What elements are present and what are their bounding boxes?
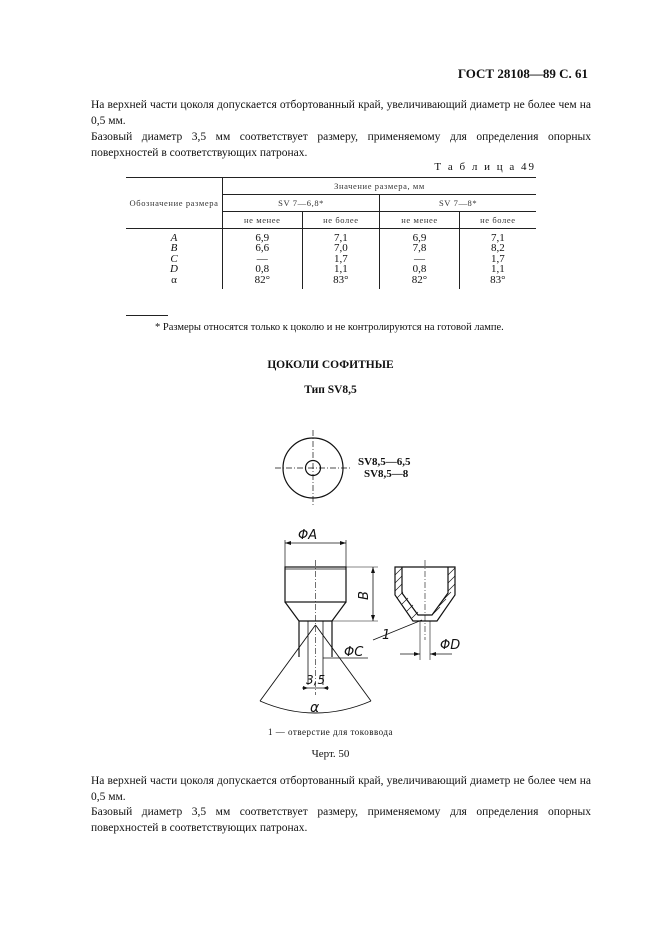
footnote-divider (126, 315, 168, 316)
figure-number: Черт. 50 (311, 748, 350, 760)
table-row: B 6,6 7,0 7,8 8,2 (126, 243, 536, 254)
dim-c-label: ΦC (344, 645, 364, 660)
drawing-sv85 (240, 425, 470, 725)
figure-legend: 1 — отверстие для токоввода (268, 727, 393, 737)
dim-b-label: B (357, 591, 372, 600)
paragraph-base-diameter-text: Базовый диаметр 3,5 мм соответствует размеру, применяемому для определения опорных поверхностей в соответствующих патронах. (91, 131, 591, 159)
callout-1-label: 1 (382, 628, 391, 643)
table-row: C — 1,7 — 1,7 (126, 254, 536, 265)
paragraph-flange-text: На верхней части цоколя допускается отбортованный край, увеличивающий диаметр не более чем на 0,5 мм. (91, 99, 591, 127)
table-row: α 82° 83° 82° 83° (126, 275, 536, 286)
header-min-1: не менее (223, 212, 303, 229)
dim-alpha-label: α (310, 700, 320, 716)
paragraph-base-diameter-2-text: Базовый диаметр 3,5 мм соответствует размеру, применяемому для определения опорных поверхностей в соответствующих патронах. (91, 806, 591, 834)
dim-a-label: ΦA (298, 528, 318, 543)
dim-35-label: 3,5 (306, 673, 326, 687)
paragraph-base-diameter (91, 129, 591, 161)
subsection-title: Тип SV8,5 (304, 384, 357, 396)
paragraph-flange-2 (91, 773, 591, 805)
side-view (260, 540, 378, 713)
dimensions-table (126, 177, 536, 289)
dim-d-label: ΦD (440, 638, 461, 653)
header-max-1: не более (302, 212, 380, 229)
header-values: Значение размера, мм (223, 178, 537, 195)
header-group-2: SV 7—8* (380, 195, 536, 212)
page-header: ГОСТ 28108—89 С. 61 (457, 66, 588, 81)
footnote: * Размеры относятся только к цоколю и не контролируются на готовой лампе. (155, 322, 504, 333)
type-label-1: SV8,5—6,5 (358, 456, 411, 468)
header-designation: Обозначение размера (126, 178, 223, 229)
paragraph-base-diameter-2 (91, 804, 591, 836)
header-min-2: не менее (380, 212, 460, 229)
table-row: D 0,8 1,1 0,8 1,1 (126, 264, 536, 275)
section-title: ЦОКОЛИ СОФИТНЫЕ (267, 359, 394, 371)
type-label-2: SV8,5—8 (364, 468, 409, 480)
header-group-1: SV 7—6,8* (223, 195, 380, 212)
header-max-2: не более (459, 212, 536, 229)
paragraph-flange-2-text: На верхней части цоколя допускается отбортованный край, увеличивающий диаметр не более чем на 0,5 мм. (91, 775, 591, 803)
table-row: A 6,9 7,1 6,9 7,1 (126, 233, 536, 244)
top-view (275, 430, 351, 506)
table-caption: Т а б л и ц а 49 (434, 161, 536, 173)
paragraph-flange (91, 97, 591, 129)
